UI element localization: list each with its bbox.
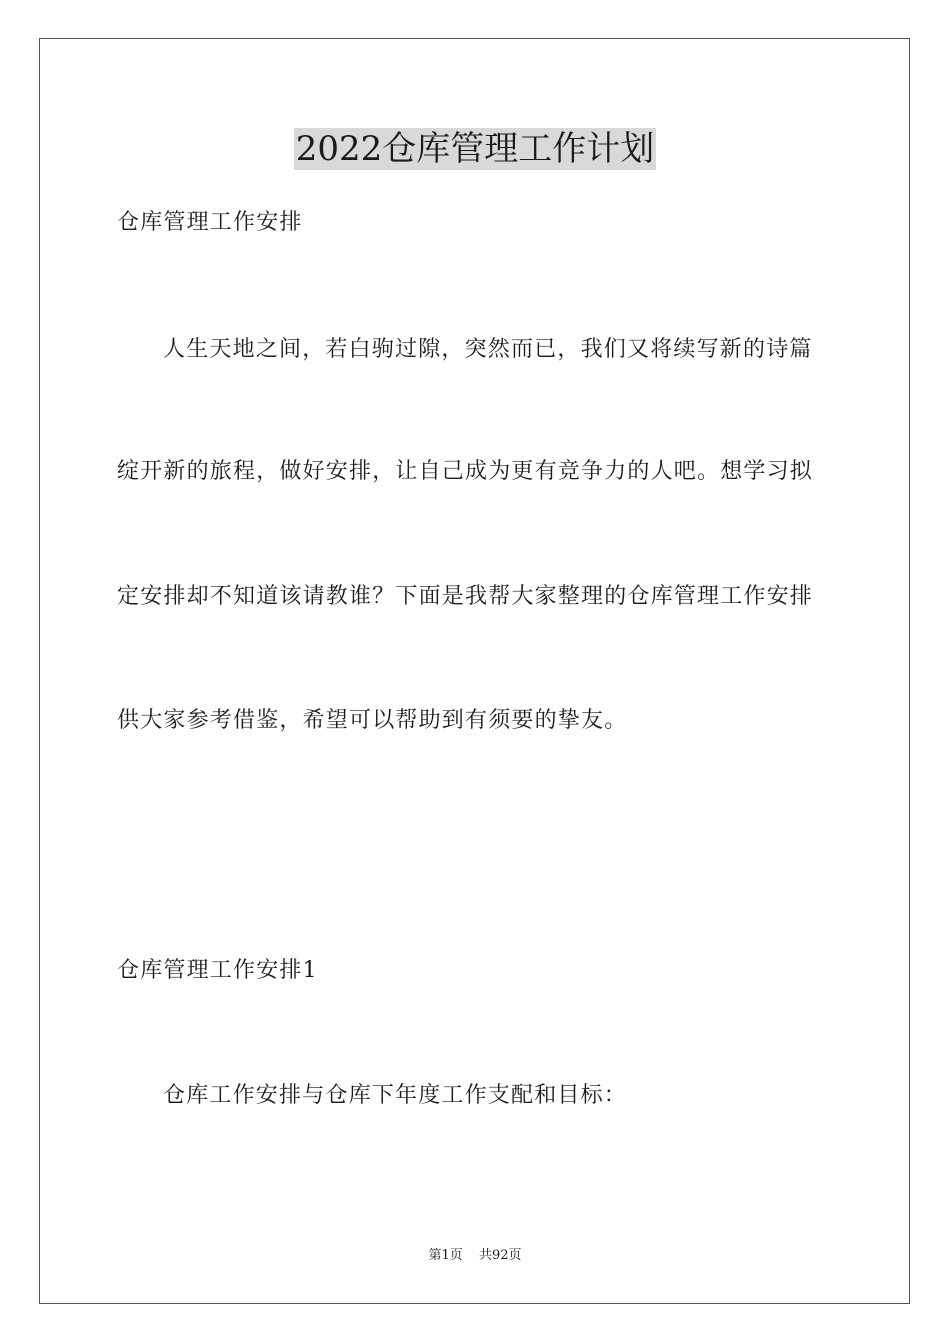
page-number-total: 共92页 xyxy=(478,1248,522,1263)
section-heading: 仓库管理工作安排1 xyxy=(117,958,318,983)
intro-line-1: 人生天地之间，若白驹过隙，突然而已，我们又将续写新的诗篇 xyxy=(163,337,813,362)
subtitle: 仓库管理工作安排 xyxy=(117,210,303,235)
intro-line-3: 定安排却不知道该请教谁？下面是我帮大家整理的仓库管理工作安排 xyxy=(117,584,814,609)
page-footer xyxy=(0,1247,950,1265)
intro-line-4: 供大家参考借鉴，希望可以帮助到有须要的挚友。 xyxy=(117,708,628,733)
section-line-1: 仓库工作安排与仓库下年度工作支配和目标： xyxy=(163,1083,628,1108)
document-title: 2022仓库管理工作计划 xyxy=(295,129,655,169)
page-number-current: 第1页 xyxy=(428,1248,463,1263)
intro-line-2: 绽开新的旅程，做好安排，让自己成为更有竞争力的人吧。想学习拟 xyxy=(117,459,814,484)
title-container xyxy=(0,128,950,170)
